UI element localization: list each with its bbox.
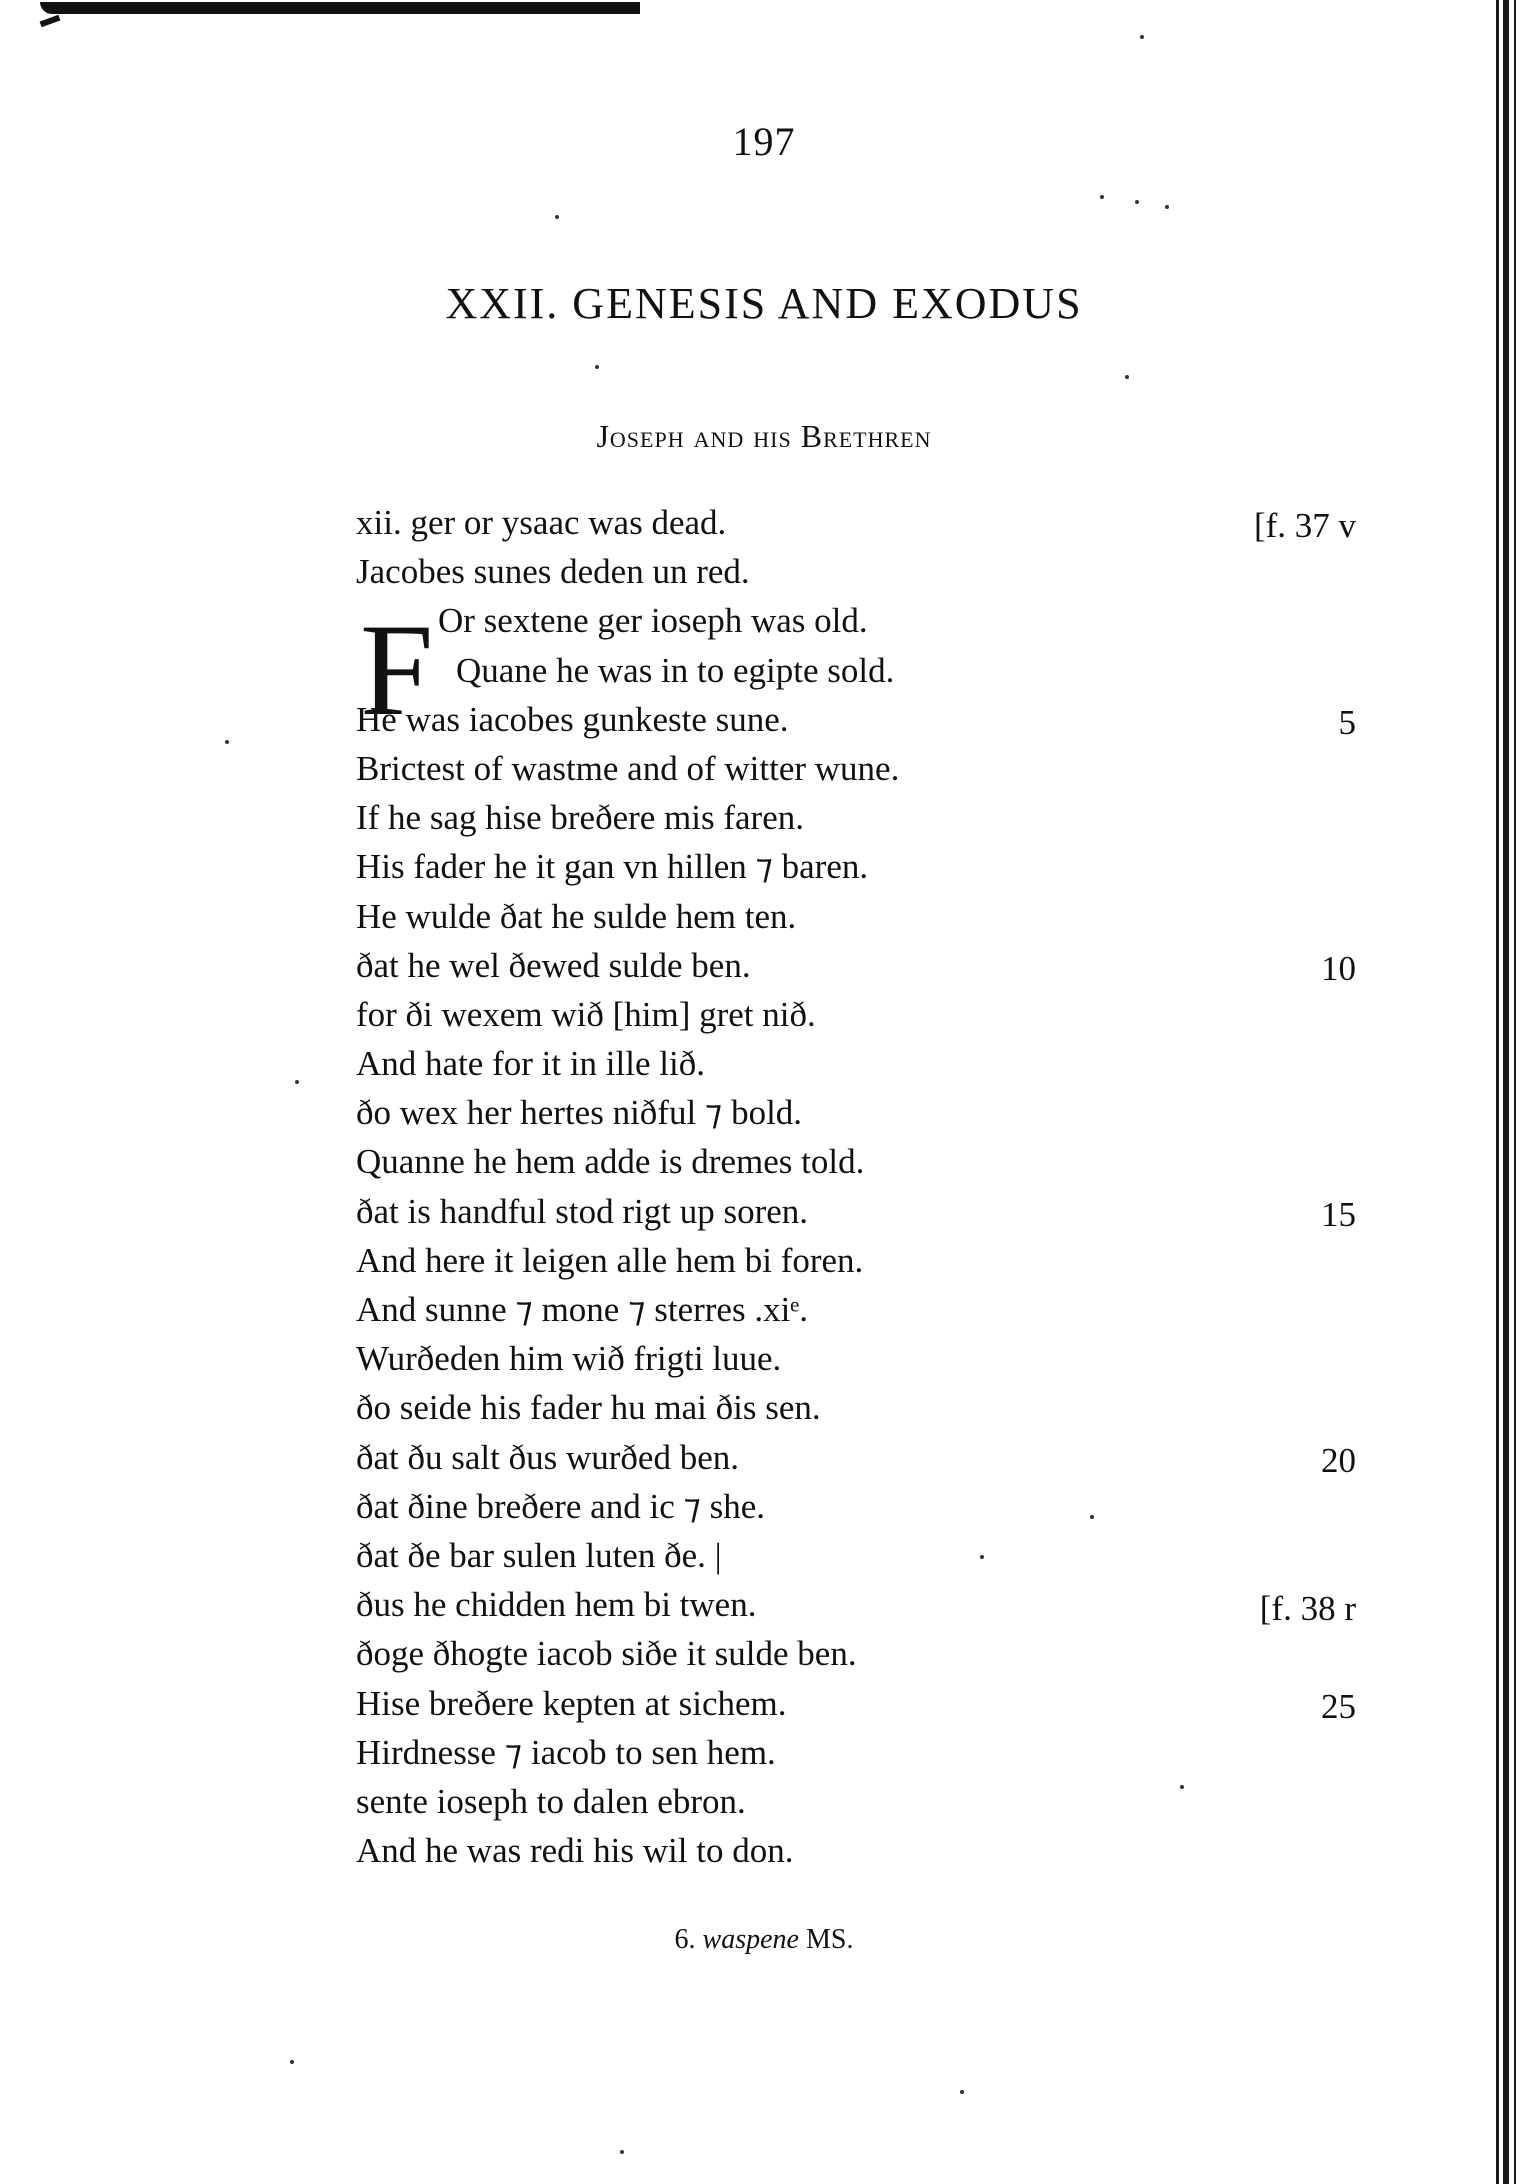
poem-line: Or sextene ger ioseph was old. [438,601,868,641]
poem-line: sente ioseph to dalen ebron. [356,1781,746,1821]
poem-line: ðat ðu salt ðus wurðed ben. [356,1437,739,1477]
poem-line: ðoge ðhogte iacob siðe it sulde ben. [356,1634,857,1674]
print-speck [980,1555,984,1559]
poem-line: He wulde ðat he sulde hem ten. [356,896,797,936]
poem-line: And here it leigen alle hem bi foren. [356,1240,864,1280]
poem-line: And hate for it in ille lið. [356,1044,705,1084]
print-speck [1180,1785,1184,1789]
poem-line: xii. ger or ysaac was dead. [356,503,727,542]
poem-line: ðat ðe bar sulen luten ðe. | [356,1535,722,1575]
poem-line: ðus he chidden hem bi twen. [356,1585,757,1625]
line-number: 5 [1338,703,1356,742]
print-speck [290,2060,294,2064]
chapter-title: XXII. GENESIS AND EXODUS [445,279,1083,328]
poem-line: Hirdnesse ⁊ iacob to sen hem. [356,1732,776,1772]
footnote-suffix: MS. [805,1924,854,1955]
print-speck [225,740,229,744]
print-speck [295,1080,299,1084]
poem-line: Jacobes sunes deden un red. [356,552,750,592]
poem-text [356,498,1356,1875]
print-speck [1090,1515,1094,1519]
print-speck [595,365,599,369]
folio-reference: [f. 37 v [1253,506,1356,545]
folio-reference: [f. 38 r [1259,1589,1356,1628]
section-subtitle-text: Joseph and his Brethren [596,418,932,454]
poem-line: If he sag hise breðere mis faren. [356,798,804,838]
line-number: 10 [1321,949,1356,988]
line-number: 25 [1321,1687,1356,1726]
print-speck [1100,195,1104,199]
poem-line: Brictest of wastme and of witter wune. [356,748,900,788]
poem-line: His fader he it gan vn hillen ⁊ baren. [356,847,869,887]
poem-line: ðat ðine breðere and ic ⁊ she. [356,1486,766,1526]
print-speck [555,215,559,219]
footnote-word: waspene [702,1924,799,1955]
print-speck [1135,200,1139,204]
print-speck [960,2090,964,2094]
footnote-number: 6. [674,1924,696,1955]
print-speck [620,2150,624,2154]
line-number: 15 [1321,1195,1356,1234]
poem-line: ðo seide his fader hu mai ðis sen. [356,1388,821,1428]
poem-line: And sunne ⁊ mone ⁊ sterres .xiᵉ. [356,1290,809,1329]
print-speck [1125,375,1129,379]
page-number: 197 [732,119,796,164]
poem-line: He was iacobes gunkeste sune. [356,699,789,739]
poem-line: Hise breðere kepten at sichem. [356,1683,787,1723]
footnote [0,1924,1528,1956]
drop-capital: F [360,596,434,743]
poem-line: Quane he was in to egipte sold. [456,650,895,690]
poem-line: ðo wex her hertes niðful ⁊ bold. [356,1093,803,1133]
poem-line: Quanne he hem adde is dremes told. [356,1142,865,1182]
poem-line: ðat is handful stod rigt up soren. [356,1191,809,1231]
top-rule-tail [40,15,61,27]
section-subtitle [0,418,1528,455]
print-speck [1140,35,1144,39]
poem-line: And he was redi his wil to don. [356,1831,794,1871]
poem-line: ðat he wel ðewed sulde ben. [356,945,751,985]
top-rule [40,2,640,14]
poem-line: Wurðeden him wið frigti luue. [356,1339,782,1379]
poem-line: for ði wexem wið [him] gret nið. [356,994,816,1034]
print-speck [1165,205,1169,209]
line-number: 20 [1321,1441,1356,1480]
